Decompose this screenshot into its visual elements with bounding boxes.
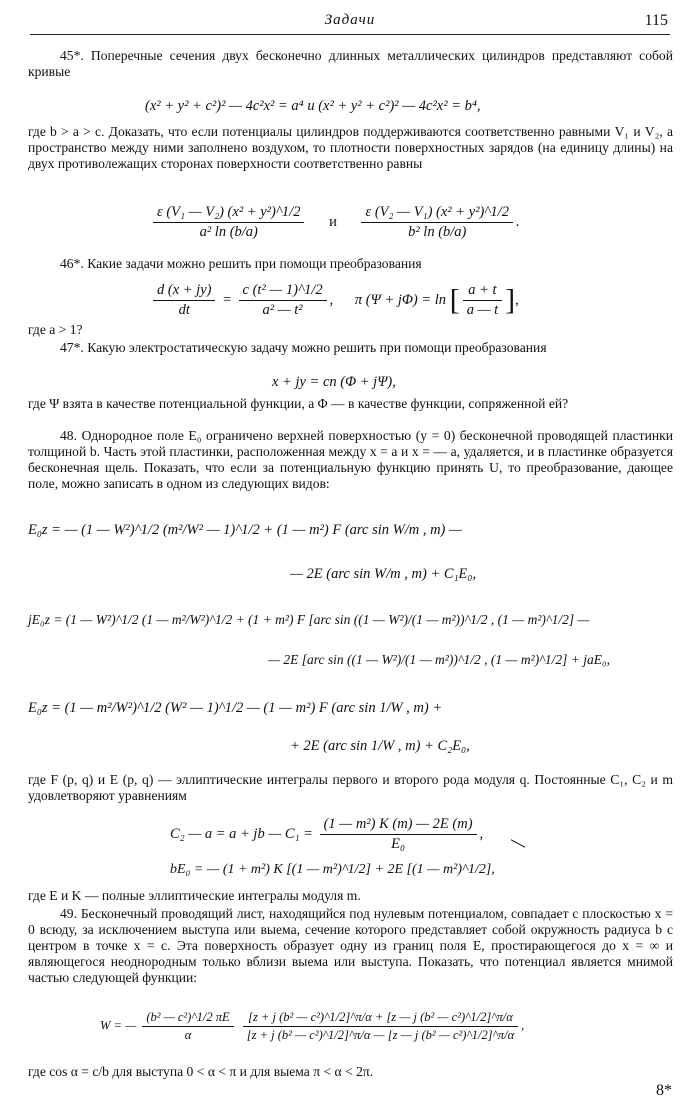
problem-48-eq1b: — 2E (arc sin W/m , m) + C₁E₀, (290, 566, 477, 582)
problem-48-eq1a: E₀z = — (1 — W²)^1/2 (m²/W² — 1)^1/2 + (1 — m²) F (arc sin W/m , m) — (28, 522, 462, 538)
problem-45-equation: (x² + y² + c²)² — 4c²x² = a⁴ и (x² + y² + c²)² — 4c²x² = b⁴, (145, 98, 481, 114)
problem-48-eq3b: + 2E (arc sin 1/W , m) + C₂E₀, (290, 738, 470, 754)
problem-48-eq3a: E₀z = (1 — m²/W²)^1/2 (W² — 1)^1/2 — (1 — m²) F (arc sin 1/W , m) + (28, 700, 443, 716)
header-title: Задачи (324, 12, 376, 28)
problem-49-equation: W = — $\frac{\text{(b² — c²)\textasciicircum{}1/2 πE}}{\alpha}$ $\frac{\text{[z + j (b² — c²)\textasciicircum{}1/2]\textasciicircum{}π/α + [z — j (b² — c²)\textasciicircum{}1/2]\textasciicircum{}π/α}}{\text{[z + j (b² — c²)\textasciicircum{}1/2]\textasciicircum{}π/α — [z — j (b² — c²)\textasciicircum{}1/2]\textasciicircum{}π/α}}$ , (100, 1010, 525, 1042)
problem-49-end: где cos α = c/b для выступа 0 < α < π и для выема π < α < 2π. (28, 1064, 374, 1079)
problem-46-condition: где a > 1? (28, 322, 83, 337)
problem-48-body: где F (p, q) и E (p, q) — эллиптические интегралы первого и второго рода модуля q. Постоянные C₁, C₂ и m удовлетворяют уравнениям (28, 772, 673, 803)
problem-45-intro: 45*. Поперечные сечения двух бесконечно длинных металлических цилиндров представляют собой кривые (28, 48, 673, 79)
signature-mark: 8* (656, 1082, 672, 1099)
problem-48-eq2b: — 2E [arc sin ((1 — W²)/(1 — m²))^1/2 , (1 — m²)^1/2] + jaE₀, (268, 652, 611, 667)
problem-46-intro: 46*. Какие задачи можно решить при помощи преобразования (60, 256, 422, 271)
problem-48-constants-eq: C₂ — a = a + jb — C₁ = $\frac{\text{(1 — m²) K (m) — 2E (m)}}{\text{E₀}}$ , (170, 816, 484, 852)
problem-48-intro: 48. Однородное поле E₀ ограничено верхней поверхностью (y = 0) бесконечной проводящей пластинки толщиной b. Часть этой пластинки, расположенная между x = a и x = — a, удаляется, и в пластинке образуется бесконечная щель. Показать, что если за потенциальную функцию принять U, то преобразование, дающее поле, можно записать в одном из следующих видов: (28, 428, 673, 491)
problem-48-end: где E и K — полные эллиптические интегралы модуля m. (28, 888, 361, 903)
problem-48-eq2a: jE₀z = (1 — W²)^1/2 (1 — m²/W²)^1/2 + (1 + m²) F [arc sin ((1 — W²)/(1 — m²))^1/2 , (1 — m²)^1/2] — (28, 612, 590, 627)
problem-47-equation: x + jy = cn (Φ + jΨ), (272, 374, 396, 390)
running-header (30, 12, 670, 35)
problem-46-equation: $\frac{d (x + jy)}{dt}$ = $\frac{\text{c (t² — 1)\textasciicircum{}1/2}}{\text{a² — t²}}$ , π (Ψ + jΦ) = ln [ $\frac{a + t}{a — t}$ ], (150, 282, 519, 319)
problem-47-intro: 47*. Какую электростатическую задачу можно решить при помощи преобразования (60, 340, 547, 355)
margin-tick-mark (511, 839, 526, 847)
problem-49-intro: 49. Бесконечный проводящий лист, находящийся под нулевым потенциалом, совпадает с плоскостью x = 0 всюду, за исключением выступа или выема, сечение которого представляет собой окружность радиуса b с центром в точке x = c. Эта поверхность образует одну из границ поля E, простирающегося до x = ∞ и являющегося неоднородным только вблизи выема или выступа. Показать, что потенциал является мнимой частью следующей функции: (28, 906, 673, 985)
fraction-2: $\frac{\text{ε (V₂ — V₁) (x² + y²)\textasciicircum{}1/2}}{\text{b² ln (b/a)}}$ (361, 204, 512, 241)
problem-47-body: где Ψ взята в качестве потенциальной функции, а Φ — в качестве функции, сопряженной ей? (28, 396, 569, 411)
problem-45-fractions: $\frac{\text{ε (V₁ — V₂) (x² + y²)\textasciicircum{}1/2}}{\text{a² ln (b/a)}}$ и $\frac{\text{ε (V₂ — V₁) (x² + y²)\textasciicircum{}1/2}}{\text{b² ln (b/a)}}$ . (150, 204, 520, 241)
problem-48-eq-b: bE₀ = — (1 + m²) K [(1 — m²)^1/2] + 2E [(1 — m²)^1/2], (170, 862, 495, 877)
page-number: 115 (644, 12, 668, 29)
fraction-1: $\frac{\text{ε (V₁ — V₂) (x² + y²)\textasciicircum{}1/2}}{\text{a² ln (b/a)}}$ (153, 204, 304, 241)
problem-45-body: где b > a > c. Доказать, что если потенциалы цилиндров поддерживаются соответственно равными V₁ и V₂, а пространство между ними заполнено воздухом, то плотности поверхностных зарядов (на единицу длины) на двух противолежащих сторонах поверхности соответственно равны (28, 124, 673, 171)
